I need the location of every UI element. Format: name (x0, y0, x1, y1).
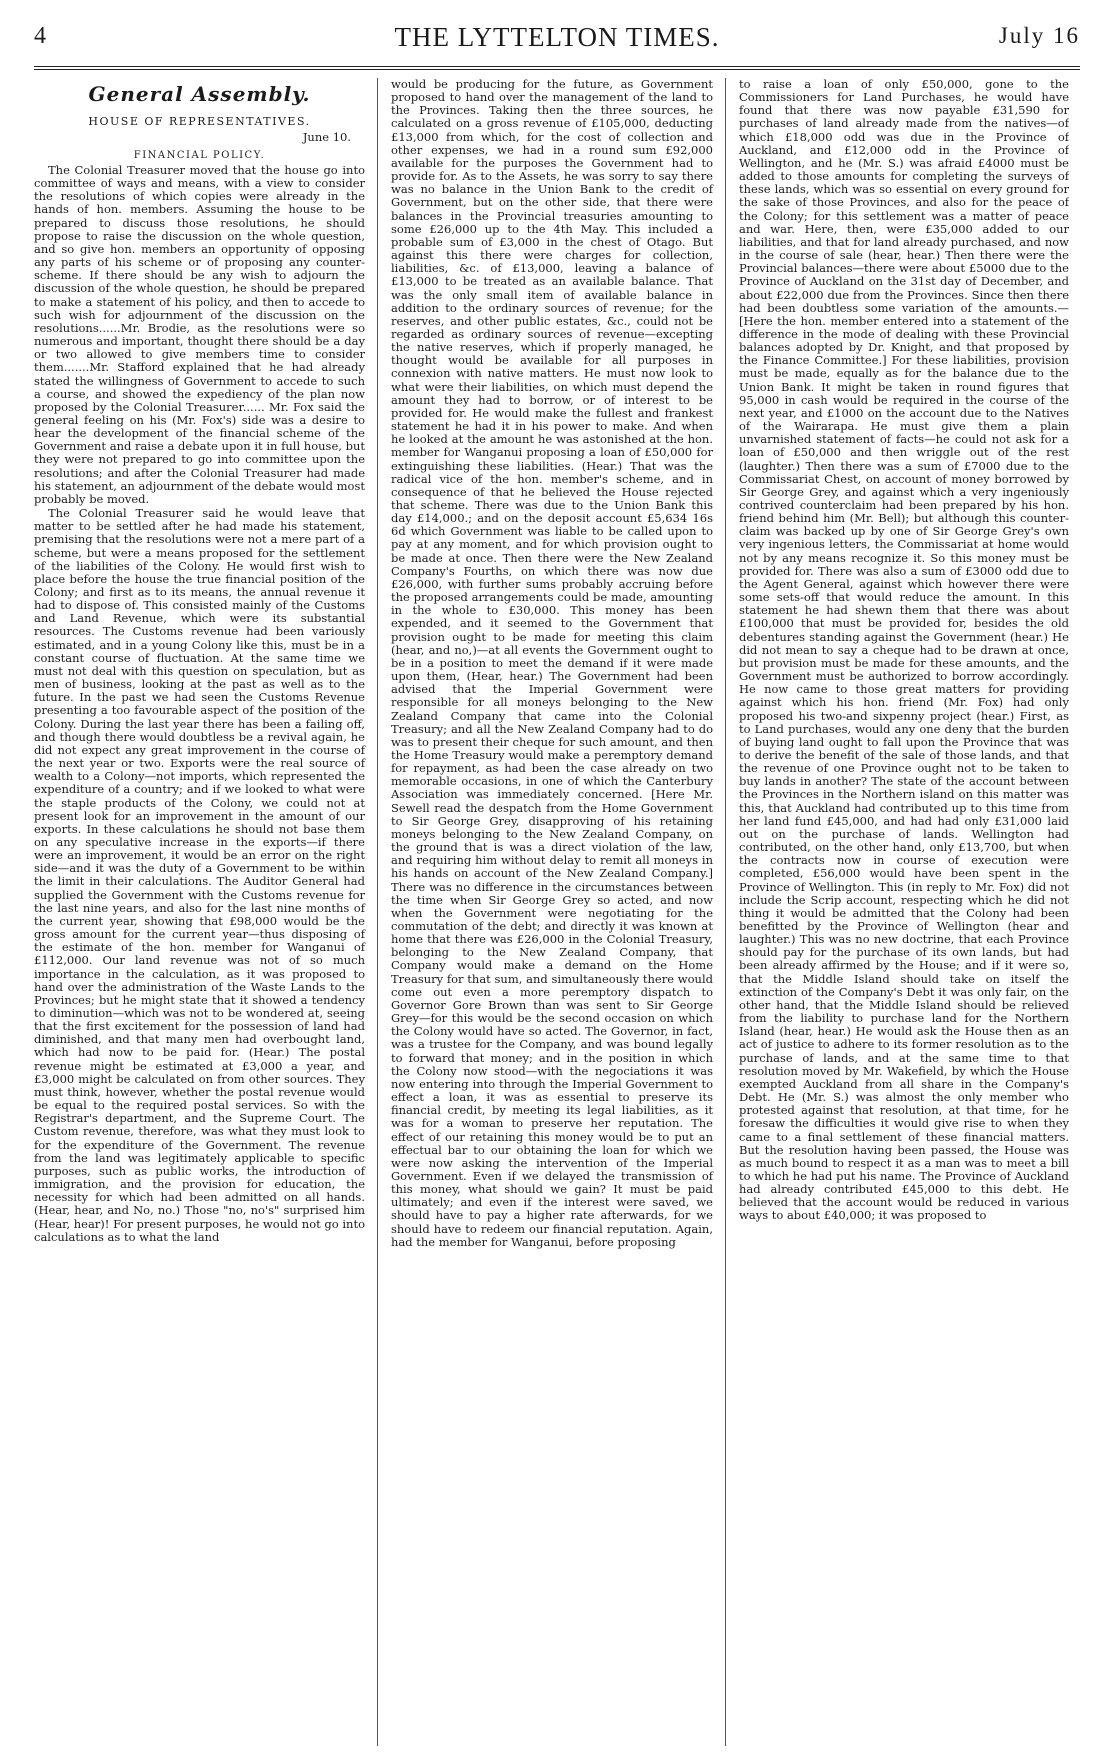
article-subhead: FINANCIAL POLICY. (133, 150, 266, 161)
column-divider (377, 78, 378, 1746)
column-1 (34, 78, 373, 1746)
column-2 (382, 78, 721, 1746)
newspaper-title: THE LYTTELTON TIMES. (394, 22, 720, 52)
paragraph: The Colonial Treasurer said he would leave that matter to be settled after he had made his statement, premising that the resolutions were not a mere part of a scheme, but were a means proposed for the settlement of the liabilities of the Colony. He would first wish to place before the house the true financial position of the Colony; and first as to its means, the annual revenue it had to dispose of. This consisted mainly of the Customs and Land Revenue, which were its substantial resources. The Customs revenue had been variously estimated, and in a young Colony like this, must be in a constant course of fluctuation. At the same time we must not deal with this question on speculation, but as men of business, looking at the past as well as to the future. In the past we had seen the Customs Revenue presenting a too favourable aspect of the position of the Colony. During the last year there has been a failing off, and though there would doubtless be a revival again, he did not expect any great improvement in the course of the next year or two. Exports were the real source of wealth to a Colony—not imports, which represented the expenditure of a country; and if we looked to what were the staple products of the Colony, we could not at present look for an improvement in the amount of our exports. In these calculations he should not base them on any speculative increase in the exports—if there were an improvement, it would be an error on the right side—and it was the duty of a Government to be within the limit in their calculations. The Auditor General had supplied the Government with the Customs revenue for the last nine years, and also for the last nine months of the current year, showing that £98,000 would be the gross amount for the current year—thus disposing of the estimate of the hon. member for Wanganui of £112,000. Our land revenue was not of so much importance in the calculation, as it was proposed to hand over the administration of the Waste Lands to the Provinces; but he might state that it showed a tendency to diminution—which was not to be wondered at, seeing that the first excitement for the possession of land had diminished, and that many men had overbought land, which had now to be paid for. (Hear.) The postal revenue might be estimated at £3,000 a year, and £3,000 might be calculated on from other sources. They must think, however, whether the postal revenue would be equal to the required postal services. So with the Registrar's department, and the Supreme Court. The Custom revenue, therefore, was what they must look to for the expenditure of the Government. The revenue from the land was legitimately applicable to specific purposes, such as public works, the introduction of immigration, and the provision for education, the necessity for which had been admitted on all hands. (Hear, hear, and No, no.) Those "no, no's" surprised him (Hear, hear)! For present purposes, he would not go into calculations as to what the land (34, 506, 365, 1244)
issue-date: July 16 (998, 23, 1080, 48)
article-columns (34, 78, 1080, 1746)
column-3 (730, 78, 1069, 1746)
dateline: June 10. (302, 130, 351, 144)
masthead (34, 18, 1080, 56)
masthead-rule (34, 66, 1080, 70)
house-heading: HOUSE OF REPRESENTATIVES. (88, 115, 311, 128)
newspaper-page (34, 18, 1080, 1748)
column-divider (725, 78, 726, 1746)
section-title: General Assembly. (88, 82, 311, 106)
paragraph: to raise a loan of only £50,000, gone to the Commissioners for Land Purchases, he would have found that there was now payable £31,590 for purchases of land already made from the natives—of which £18,000 odd was due in the Province of Auckland, and £12,000 odd in the Province of Wellington, and he (Mr. S.) was afraid £4000 must be added to those amounts for completing the surveys of these lands, which was so essential on every ground for the sake of those Provinces, and also for the peace of the Colony; for this settlement was a matter of peace and war. Here, then, were £35,000 added to our liabilities, and that for land already purchased, and now in the course of sale (hear, hear.) Then there were the Provincial balances—there were about £5000 due to the Province of Auckland on the 31st day of December, and about £22,000 due from the Provinces. Since then there had been doubtless some variation of the amounts.—[Here the hon. member entered into a statement of the difference in the mode of dealing with these Provincial balances adopted by Dr. Knight, and that proposed by the Finance Committee.] For these liabilities, provision must be made, equally as for the balance due to the Union Bank. It might be taken in round figures that 95,000 in cash would be required in the course of the next year, and £1000 on the account due to the Natives of the Wairarapa. He must give them a plain unvarnished statement of facts—he could not ask for a loan of £50,000 and then wriggle out of the rest (laughter.) Then there was a sum of £7000 due to the Commissariat Chest, on account of money borrowed by Sir George Grey, and against which a very ingeniously contrived counterclaim had been prepared by his hon. friend behind him (Mr. Bell); but although this counter-claim was backed up by one of Sir George Grey's own very ingenious letters, the Commissariat at home would not by any means recognize it. So this money must be provided for. There was also a sum of £3000 odd due to the Agent General, against which however there were some sets-off that would reduce the amount. In this statement he had shewn them that there was about £100,000 that must be provided for, besides the old debentures standing against the Government (hear.) He did not mean to say a cheque had to be drawn at once, but provision must be made for these amounts, and the Government must be authorized to borrow accordingly. He now came to those great matters for providing against which his hon. friend (Mr. Fox) had only proposed his two-and sixpenny project (hear.) First, as to Land purchases, would any one deny that the burden of buying land ought to fall upon the Province that was to derive the benefit of the sale of those lands, and that the revenue of one Province ought not to be taken to buy lands in another? The state of the account between the Provinces in the Northern island on this matter was this, that Auckland had contributed up to this time from her land fund £45,000, and had had only £31,000 laid out on the purchase of lands. Wellington had contributed, on the other hand, only £13,700, but when the contracts now in course of execution were completed, £56,000 would have been spent in the Province of Wellington. This (in reply to Mr. Fox) did not include the Scrip account, respecting which he did not thing it would be admitted that the Colony had been benefitted by the Province of Wellington (hear and laughter.) This was no new doctrine, that each Province should pay for the purchase of its own lands, but had been already affirmed by the House; and if it were so, that the Middle Island should take on itself the extinction of the Company's Debt it was only fair, on the other hand, that the Middle Island should be relieved from the liability to purchase land for the Northern Island (hear, hear.) He would ask the House then as an act of justice to adhere to its former resolution as to the purchase of lands, and at the same time to that resolution moved by Mr. Wakefield, by which the House exempted Auckland from all share in the Company's Debt. He (Mr. S.) was almost the only member who protested against that resolution, at that time, for he foresaw the difficulties it would give rise to when they came to a final settlement of these financial matters. But the resolution having been passed, the House was as much bound to respect it as a man was to meet a bill to which he had put his name. The Province of Auckland had already contributed £45,000 to this debt. He believed that the account would be reduced in various ways to about £40,000; it was proposed to (739, 78, 1069, 1223)
paragraph: The Colonial Treasurer moved that the house go into committee of ways and means, with a view to consider the resolutions of which copies were already in the hands of hon. members. Assuming the house to be prepared to discuss those resolutions, he should propose to raise the discussion on the whole question, and so give hon. members an opportunity of opposing any parts of his scheme or of proposing any counter-scheme. If there should be any wish to adjourn the discussion of the whole question, he should be prepared to make a statement of his policy, and then to accede to such wish for adjournment of the discussion on the resolutions......Mr. Brodie, as the resolutions were so numerous and important, thought there should be a day or two allowed to give members time to consider them.......Mr. Stafford explained that he had already stated the willingness of Government to accede to such a course, and showed the expediency of the plan now proposed by the Colonial Treasurer...... Mr. Fox said the general feeling on his (Mr. Fox's) side was a desire to hear the development of the financial scheme of the Government and raise a debate upon it in full house, but they were not prepared to go into committee upon the resolutions; and after the Colonial Treasurer had made his statement, an adjournment of the debate would most probably be moved. (34, 163, 365, 506)
paragraph: would be producing for the future, as Government proposed to hand over the management of the land to the Provinces. Taking then the three sources, he calculated on a gross revenue of £105,000, deducting £13,000 from which, for the cost of collection and other expenses, we had in a round sum £92,000 available for the purposes the Government had to provide for. As to the Assets, he was sorry to say there was no balance in the Union Bank to the credit of Government, but on the other side, that there were balances in the Provincial treasuries amounting to some £26,000 up to the 4th May. This included a probable sum of £3,000 in the chest of Otago. But against this there were charges for collection, liabilities, &c. of £13,000, leaving a balance of £13,000 to be treated as an available balance. That was the only small item of available balance in addition to the ordinary sources of revenue; for the reserves, and other public estates, &c., could not be regarded as ordinary sources of revenue—excepting the native reserves, which if properly managed, he thought would be available for all purposes in connexion with native matters. He must now look to what were their liabilities, on which must depend the amount they had to borrow, or of interest to be provided for. He would make the fullest and frankest statement he had it in his power to make. And when he looked at the amount he was astonished at the hon. member for Wanganui proposing a loan of £50,000 for extinguishing these liabilities. (Hear.) That was the radical vice of the hon. member's scheme, and in consequence of that he believed the House rejected that scheme. There was due to the Union Bank this day £14,000.; and on the deposit account £5,634 16s 6d which Government was liable to be called upon to pay at any moment, and for which provision ought to be made at once. Then there were the New Zealand Company's Fourths, on which there was now due £26,000, with further sums probably accruing before the proposed arrangements could be made, amounting in the whole to £30,000. This money has been expended, and it seemed to the Government that provision ought to be made for meeting this claim (hear, and no,)—at all events the Government ought to be in a position to meet the demand if it were made upon them, (Hear, hear.) The Government had been advised that the Imperial Government were responsible for all moneys belonging to the New Zealand Company that came into the Colonial Treasury; and all the New Zealand Company had to do was to present their cheque for such amount, and then the Home Treasury would make a peremptory demand for repayment, as had been the case already on two memorable occasions, in one of which the Canterbury Association was immediately concerned. [Here Mr. Sewell read the despatch from the Home Government to Sir George Grey, disapproving of his retaining moneys belonging to the New Zealand Company, on the ground that is was a direct violation of the law, and requiring him without delay to remit all moneys in his hands on account of the New Zealand Company.] There was no difference in the circumstances between the time when Sir George Grey so acted, and now when the Government were negotiating for the commutation of the debt; and directly it was known at home that there was £26,000 in the Colonial Treasury, belonging to the New Zealand Company, that Company would make a demand on the Home Treasury for that sum, and simultaneously there would come out even a more peremptory dispatch to Governor Gore Brown than was sent to Sir George Grey—for this would be the second occasion on which the Colony would have so acted. The Governor, in fact, was a trustee for the Company, and was bound legally to forward that money; and in the position in which the Colony now stood—with the negociations it was now entering into through the Imperial Government to effect a loan, it was as essential to preserve its financial credit, by meeting its legal liabilities, as it was for a woman to preserve her reputation. The effect of our retaining this money would be to put an effectual bar to our obtaining the loan for which we were now asking the intervention of the Imperial Government. Even if we delayed the transmission of this money, what should we gain? It must be paid ultimately; and even if the interest were saved, we should have to pay a higher rate afterwards, for we should have to redeem our financial reputation. Again, had the member for Wanganui, before proposing (391, 78, 713, 1249)
page-number: 4 (34, 23, 46, 49)
